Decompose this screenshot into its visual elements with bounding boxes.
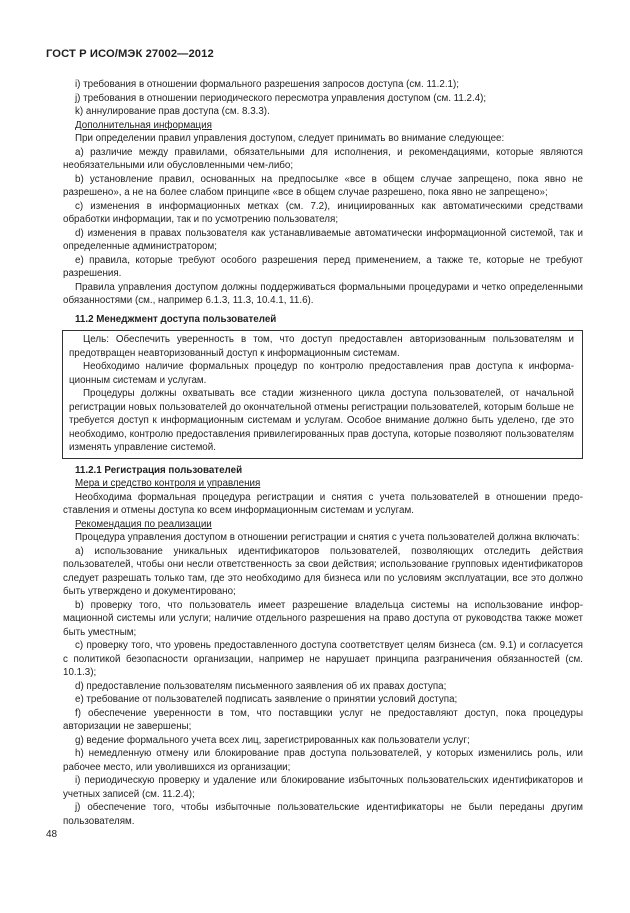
paragraph: d) предоставление пользователям письменного заявления об их правах доступа; <box>75 680 447 692</box>
paragraph: h) немедленную отмену или блокирование прав доступа пользователей, у которых изменились роль, или рабочее место, или уволившихся из организации; <box>63 748 583 773</box>
paragraph: Процедура управления доступом в отношении регистрации и снятия с учета пользователей должна включать: <box>75 532 580 543</box>
paragraph: j) обеспечение того, чтобы избыточные пользовательские идентификаторы не были переданы другим пользователям. <box>63 802 583 827</box>
page-number: 48 <box>46 829 58 840</box>
document-header: ГОСТ Р ИСО/МЭК 27002—2012 <box>46 48 214 60</box>
paragraph: а) использование уникальных идентификаторов пользователей, позволяющих отследить действия пользователей, чтобы они несли ответственность за свои действия; использование групповых идентификаторов следует разрешать только там, где это необходимо для бизнеса или по условиям эксплуатации, все это должно быть утверждено и документировано; <box>63 545 583 597</box>
paragraph: i) периодическую проверку и удаление или блокирование избыточных пользовательских идентификаторов и учетных записей (см. 11.2.4); <box>63 775 583 800</box>
subsection-label: Дополнительная информация <box>75 119 212 131</box>
objective-paragraph: Цель: Обеспечить уверенность в том, что доступ предоставлен авторизованным пользователям и предотвращен неавторизованный доступ к информационным системам. <box>69 334 574 359</box>
paragraph: j) требования в отношении периодического пересмотра управления доступом (см. 11.2.4); <box>75 92 487 104</box>
paragraph: с) изменения в информационных метках (см. 7.2), инициированных как автоматическими средствами обработки информации, так и по усмотрению пользователя; <box>63 200 583 225</box>
paragraph: k) аннулирование прав доступа (см. 8.3.3). <box>75 106 270 117</box>
paragraph: е) требование от пользователей подписать заявление о принятии условий доступа; <box>75 694 458 705</box>
paragraph: g) ведение формального учета всех лиц, зарегистрированных как пользователи услуг; <box>75 734 470 746</box>
paragraph: Необходима формальная процедура регистрации и снятия с учета пользователей в отношении предоставления и отмены доступа ко всем информационным системам и услугам. <box>63 491 583 516</box>
page-content <box>63 78 583 828</box>
section-heading: 11.2.1 Регистрация пользователей <box>75 464 243 476</box>
objective-box <box>62 330 583 459</box>
paragraph: b) проверку того, что пользователь имеет разрешение владельца системы на использование информационной системы или услуги; наличие отдельного разрешения на право доступа от руководства также может быть уместным; <box>63 599 583 638</box>
section-heading: 11.2 Менеджмент доступа пользователей <box>75 313 277 325</box>
subsection-label: Мера и средство контроля и управления <box>75 478 261 489</box>
objective-paragraph: Необходимо наличие формальных процедур по контролю предоставления прав доступа к информационным системам и услугам. <box>69 361 574 386</box>
paragraph: f) обеспечение уверенности в том, что поставщики услуг не предоставляют доступ, пока процедуры авторизации не завершены; <box>63 707 583 732</box>
subsection-label: Рекомендация по реализации <box>75 518 212 530</box>
paragraph: е) правила, которые требуют особого разрешения перед применением, а также те, которые не требуют разрешения. <box>63 254 583 279</box>
paragraph: b) установление правил, основанных на предпосылке «все в общем случае запрещено, пока явно не разрешено», а не на более слабом принципе «все в общем случае разрешено, пока явно не запрещено»; <box>63 173 583 198</box>
paragraph: d) изменения в правах пользователя как устанавливаемые автоматически информационной системой, так и определенные администратором; <box>63 227 583 252</box>
paragraph: Правила управления доступом должны поддерживаться формальными процедурами и четко определенными обязанностями (см., например 6.1.3, 11.3, 10.4.1, 11.6). <box>63 281 583 306</box>
objective-paragraph: Процедуры должны охватывать все стадии жизненного цикла доступа пользователей, от начальной регистрации новых пользователей до окончательной отмены регистрации пользователей, которым больше не требуется доступ к информационным системам и услугам. Особое внимание должно быть уделено, где это необходимо, контролю предоставления привилегированных прав доступа, которые позволяют пользователям изменять управление системой. <box>69 388 574 453</box>
paragraph: а) различие между правилами, обязательными для исполнения, и рекомендациями, которые являются необязательными или обусловленными чем-либо; <box>63 146 583 171</box>
paragraph: с) проверку того, что уровень предоставленного доступа соответствует целям бизнеса (см. 9.1) и согласуется с политикой безопасности организации, например не нарушает принципа разграничения обязанностей (см. 10.1.3); <box>63 640 583 678</box>
paragraph: При определении правил управления доступом, следует принимать во внимание следующее: <box>75 133 505 144</box>
paragraph: i) требования в отношении формального разрешения запросов доступа (см. 11.2.1); <box>75 79 459 90</box>
